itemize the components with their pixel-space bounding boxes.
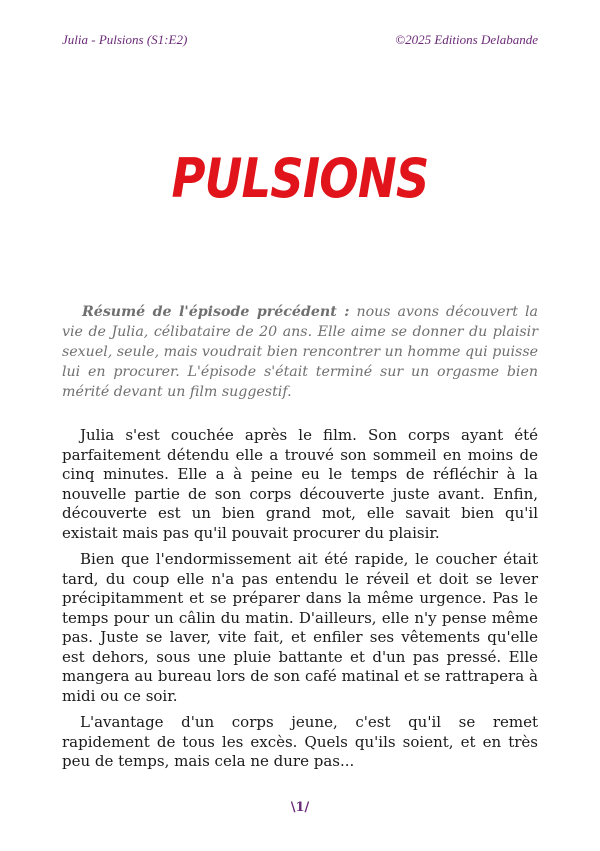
story-paragraph: Julia s'est couchée après le film. Son corps ayant été parfaitement détendu elle a trouvé son sommeil en moins de cinq minutes. Elle a à peine eu le temps de réfléchir à la nouvelle partie de son corps découverte juste avant. Enfin, découverte est un bien grand mot, elle savait bien qu'il existait mais pas qu'il pouvait procurer du plaisir. [62, 426, 538, 542]
story-body [62, 426, 538, 779]
previous-episode-summary [62, 302, 538, 402]
story-paragraph: Bien que l'endormissement ait été rapide, le coucher était tard, du coup elle n'a pas entendu le réveil et doit se lever précipitamment et se préparer dans la même urgence. Pas le temps pour un câlin du matin. D'ailleurs, elle n'y pense même pas. Juste se laver, vite fait, et enfiler ses vêtements qu'elle est dehors, sous une pluie battante et d'un pas pressé. Elle mangera au bureau lors de son café matinal et se rattrapera à midi ou ce soir. [62, 550, 538, 705]
page-header [62, 32, 538, 48]
header-book-title: Julia - Pulsions (S1:E2) [62, 32, 188, 47]
chapter-title: PULSIONS [171, 147, 429, 210]
story-paragraph: L'avantage d'un corps jeune, c'est qu'il se remet rapidement de tous les excès. Quels qu'ils soient, et en très peu de temps, mais cela ne dure pas... [62, 713, 538, 770]
header-copyright: ©2025 Editions Delabande [395, 32, 538, 47]
summary-text: nous avons découvert la vie de Julia, célibataire de 20 ans. Elle aime se donner du plaisir sexuel, seule, mais voudrait bien rencontrer un homme qui puisse lui en procurer. L'épisode s'était terminé sur un orgasme bien mérité devant un film suggestif. [62, 304, 538, 400]
page-number: \1/ [290, 800, 310, 815]
summary-lead: Résumé de l'épisode précédent : [82, 304, 350, 320]
